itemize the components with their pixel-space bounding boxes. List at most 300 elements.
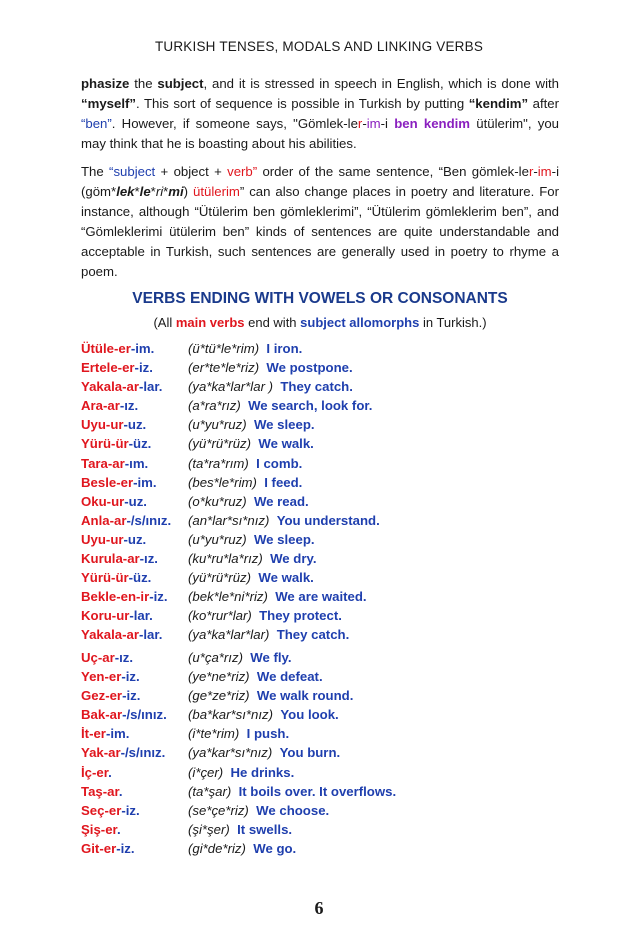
pronunciation-and-translation (188, 743, 340, 762)
turkish-verb (81, 549, 158, 568)
pronunciation-and-translation (188, 434, 314, 453)
text-run: Uç (81, 650, 98, 665)
text-run: * (150, 184, 156, 199)
pronunciation-and-translation (188, 473, 302, 492)
english-translation: I iron. (266, 341, 303, 356)
turkish-verb (81, 511, 171, 530)
text-run: Yakal (81, 379, 115, 395)
pronunciation: (u*yu*ruz) (188, 417, 247, 433)
text-run: -/s/ınız. (120, 745, 166, 761)
pronunciation-and-translation (188, 530, 315, 549)
text-run: lek (116, 184, 135, 199)
running-header: TURKISH TENSES, MODALS AND LINKING VERBS (154, 39, 484, 54)
english-translation: We choose. (256, 802, 330, 818)
english-translation: I push. (246, 726, 290, 742)
text-run: -iz. (121, 802, 140, 818)
text-run: main verbs (175, 315, 245, 330)
text-run: Besl (81, 474, 109, 490)
text-run: er (109, 688, 123, 704)
text-run: ar (107, 398, 120, 414)
text-run: a (95, 398, 103, 414)
text-run: ir (140, 589, 150, 605)
text-run: - (111, 608, 117, 624)
pronunciation-and-translation (188, 820, 292, 839)
text-run: İç (81, 764, 92, 780)
pronunciation: (u*yu*ruz) (188, 531, 247, 547)
text-run: Yakal (81, 627, 115, 643)
pronunciation: (o*ku*ruz) (188, 493, 247, 509)
text-run: a (115, 551, 123, 567)
english-translation: We go. (253, 840, 297, 856)
text-run: - (104, 802, 109, 818)
pronunciation: (u*ça*rız) (188, 650, 243, 665)
verb-row (81, 434, 581, 453)
pronunciation-and-translation (188, 648, 292, 667)
text-run: -i (göm* (81, 164, 559, 199)
english-translation: They protect. (259, 608, 342, 624)
verb-row (81, 396, 581, 415)
text-run: - (89, 726, 94, 742)
text-run: - (116, 474, 121, 490)
pronunciation-and-translation (188, 492, 309, 511)
pronunciation: (a*ra*rız) (188, 398, 241, 414)
text-run: “ben” (81, 116, 112, 131)
pronunciation-and-translation (188, 454, 302, 473)
text-run: - (102, 783, 108, 799)
text-run: ar (102, 650, 115, 665)
text-run: u (97, 417, 106, 433)
text-run: after (528, 96, 559, 111)
text-run: a (102, 512, 110, 528)
page-number: 6 (314, 898, 324, 918)
turkish-verb (81, 454, 148, 473)
text-run: - (111, 436, 116, 452)
text-run: im (537, 164, 552, 179)
pronunciation-and-translation (188, 625, 349, 644)
verb-row (81, 667, 581, 686)
text-run: “kendim” (468, 96, 529, 111)
text-run: Yak (81, 745, 104, 761)
text-run: the (129, 76, 158, 91)
text-run: e (108, 474, 117, 490)
text-run: - (103, 745, 109, 761)
turkish-verb (81, 492, 147, 511)
turkish-verb (81, 377, 162, 396)
pronunciation: (ku*ru*la*rız) (188, 551, 263, 567)
english-translation: We dry. (270, 551, 317, 567)
turkish-verb (81, 473, 157, 492)
text-run: ar (127, 551, 140, 567)
text-run: -im. (105, 726, 130, 742)
verb-row (81, 782, 581, 801)
pronunciation-and-translation (188, 763, 294, 782)
text-run: Ütül (81, 341, 107, 356)
text-run: ) (183, 184, 193, 199)
text-run: . (108, 764, 112, 780)
text-run: subject (157, 76, 204, 91)
pronunciation-and-translation (188, 724, 289, 743)
text-run: Uy (81, 417, 98, 433)
pronunciation: (an*lar*sı*nız) (188, 512, 270, 528)
verb-row (81, 377, 581, 396)
english-translation: He drinks. (230, 764, 295, 780)
text-run: -im. (133, 474, 157, 490)
pronunciation-and-translation (188, 705, 339, 724)
text-run: a (114, 379, 123, 395)
text-run: ur (111, 493, 125, 509)
text-run: (All (153, 315, 176, 330)
text-run: -iz. (149, 589, 168, 605)
turkish-verb (81, 530, 146, 549)
text-run: ar (112, 455, 125, 471)
text-run: ben kendim (394, 116, 471, 131)
pronunciation-and-translation (188, 396, 372, 415)
english-translation: We sleep. (253, 417, 315, 433)
text-run: - (105, 531, 111, 547)
verb-row (81, 763, 581, 782)
text-run: ri (155, 184, 164, 199)
text-run: er (108, 669, 122, 685)
text-run: - (136, 589, 141, 605)
pronunciation: (bek*le*ni*riz) (188, 589, 268, 605)
english-translation: You look. (280, 707, 339, 723)
text-run: -iz. (116, 840, 135, 856)
pronunciation-and-translation (188, 358, 353, 377)
text-run: - (117, 360, 123, 376)
text-run: Gez (81, 688, 106, 704)
text-run: im (366, 116, 381, 131)
english-translation: It swells. (237, 821, 293, 837)
english-translation: I feed. (264, 474, 303, 490)
text-run: -uz. (123, 531, 147, 547)
turkish-verb (81, 839, 135, 858)
text-run: Ok (81, 493, 99, 509)
text-run: . This sort of sequence is possible in Turkish by putting (135, 96, 469, 111)
text-run: Kor (81, 608, 104, 624)
english-translation: We walk. (258, 570, 314, 586)
english-translation: We read. (253, 493, 309, 509)
pronunciation: (er*te*le*riz) (188, 360, 260, 376)
text-run: er (120, 474, 134, 490)
text-run: * (134, 184, 140, 199)
turkish-verb (81, 820, 121, 839)
pronunciation-and-translation (188, 415, 315, 434)
pronunciation: (ko*rur*lar) (188, 608, 252, 624)
text-run: er (122, 360, 135, 376)
text-run: İt (81, 726, 90, 742)
verb-row (81, 705, 581, 724)
turkish-verb (81, 782, 123, 801)
text-run: verb” (227, 164, 258, 179)
text-run: - (116, 589, 121, 605)
text-run: u (97, 531, 106, 547)
turkish-verb (81, 358, 153, 377)
text-run: - (103, 398, 108, 414)
text-run: “myself” (81, 96, 136, 111)
pronunciation: (ge*ze*riz) (188, 688, 250, 704)
text-run: er (93, 726, 106, 742)
text-run: . However, if someone says, "Gömlek-le (111, 116, 358, 131)
text-run: Yür (81, 570, 103, 586)
text-run: , and it is stressed in speech in English, which is done with (203, 76, 559, 91)
verb-row (81, 648, 581, 667)
turkish-verb (81, 667, 140, 686)
pronunciation-and-translation (188, 587, 367, 606)
verb-row (81, 473, 581, 492)
english-translation: We defeat. (256, 669, 323, 685)
pronunciation: (ya*kar*sı*nız) (188, 745, 273, 761)
verb-list-vowel-endings (81, 339, 581, 645)
pronunciation-and-translation (188, 549, 317, 568)
text-run: Bekl (81, 589, 109, 605)
pronunciation: (yü*rü*rüz) (188, 570, 252, 586)
text-run: le (139, 184, 151, 199)
turkish-verb (81, 648, 133, 667)
text-run: ar (114, 512, 127, 528)
verb-row (81, 358, 581, 377)
english-translation: They catch. (276, 627, 350, 643)
verb-row (81, 549, 581, 568)
pronunciation: (şi*şer) (188, 821, 230, 837)
verb-row (81, 801, 581, 820)
pronunciation: (ta*şar) (188, 783, 232, 799)
pronunciation: (se*çe*riz) (188, 802, 249, 818)
text-run: ü (102, 436, 112, 452)
pronunciation: (ye*ne*riz) (188, 669, 250, 685)
text-run: Git (81, 840, 100, 856)
text-run: u (98, 493, 107, 509)
text-run: - (105, 417, 111, 433)
text-run: - (107, 455, 113, 471)
text-run: - (92, 764, 97, 780)
text-run: -im. (130, 341, 155, 356)
text-run: in Turkish.) (419, 315, 487, 330)
text-run: - (105, 688, 110, 704)
english-translation: We search, look for. (248, 398, 373, 414)
section-title: VERBS ENDING WITH VOWELS OR CONSONANTS (132, 290, 508, 307)
verb-row (81, 820, 581, 839)
text-run: -lar. (129, 608, 153, 624)
text-run: Yür (81, 436, 103, 452)
verb-row (81, 511, 581, 530)
text-run: ür (115, 436, 129, 452)
verb-row (81, 454, 581, 473)
text-run: - (113, 341, 119, 356)
text-run: * (163, 184, 169, 199)
text-run: Tar (81, 455, 101, 471)
text-run: e (110, 360, 118, 376)
english-translation: It boils over. It overflows. (238, 783, 397, 799)
pronunciation: (ta*ra*rım) (188, 455, 249, 471)
text-run: -/s/ınız. (122, 707, 167, 723)
text-run: - (106, 493, 112, 509)
verb-row (81, 839, 581, 858)
turkish-verb (81, 686, 140, 705)
pronunciation-and-translation (188, 686, 353, 705)
verb-row (81, 568, 581, 587)
text-run: -/s/ınız. (126, 512, 172, 528)
turkish-verb (81, 606, 153, 625)
text-run: “subject (109, 164, 156, 179)
text-run: Ertel (81, 360, 111, 376)
english-translation: You understand. (276, 512, 380, 528)
pronunciation: (ü*tü*le*rim) (188, 341, 260, 356)
verb-row (81, 492, 581, 511)
text-run: The (81, 164, 110, 179)
text-run: e (108, 589, 117, 605)
text-run: r (528, 164, 534, 179)
text-run: . (118, 783, 123, 799)
text-run: a (100, 455, 108, 471)
text-run: - (104, 669, 109, 685)
pronunciation-and-translation (188, 839, 296, 858)
text-run: -ım. (124, 455, 149, 471)
text-run: - (533, 164, 538, 179)
verb-row (81, 743, 581, 762)
text-run: -iz. (121, 669, 140, 685)
text-run: en (120, 589, 136, 605)
text-run: order of the same sentence, “Ben gömlek-le (257, 164, 529, 179)
text-run: -uz. (124, 493, 147, 509)
turkish-verb (81, 724, 129, 743)
turkish-verb (81, 587, 168, 606)
pronunciation-and-translation (188, 801, 329, 820)
text-run: r (357, 116, 363, 131)
text-run: mi (168, 184, 184, 199)
text-run: Ar (81, 398, 96, 414)
text-run: -iz. (122, 688, 141, 704)
pronunciation: (i*çer) (188, 764, 224, 780)
text-run: - (122, 551, 128, 567)
verb-row (81, 606, 581, 625)
text-run: er (96, 764, 109, 780)
section-subtitle (81, 315, 559, 330)
turkish-verb (81, 339, 154, 358)
turkish-verb (81, 415, 146, 434)
turkish-verb (81, 763, 112, 782)
text-run: Yen (81, 669, 105, 685)
verb-row (81, 587, 581, 606)
english-translation: I comb. (256, 455, 303, 471)
text-run: ur (110, 417, 124, 433)
paragraph-2 (81, 162, 559, 282)
text-run: ur (110, 531, 124, 547)
pronunciation-and-translation (188, 339, 302, 358)
english-translation: We postpone. (266, 360, 353, 376)
text-run: -ız. (139, 551, 158, 567)
text-run: -ız. (114, 650, 134, 665)
turkish-verb (81, 568, 151, 587)
text-run: -ız. (119, 398, 139, 414)
text-run: Şiş (81, 821, 101, 837)
pronunciation: (ya*ka*lar*lar ) (188, 379, 274, 395)
text-run: . (116, 821, 121, 837)
text-run: er (105, 821, 117, 837)
verb-row (81, 339, 581, 358)
verb-row (81, 415, 581, 434)
text-run: ütülerim", you may think that he is boasting about his abilities. (81, 116, 559, 151)
english-translation: We are waited. (275, 589, 367, 605)
text-run: - (100, 821, 106, 837)
pronunciation-and-translation (188, 667, 323, 686)
english-translation: We walk. (258, 436, 314, 452)
text-run: a (114, 627, 123, 643)
text-run: er (103, 840, 117, 856)
text-run: ar (108, 745, 121, 761)
text-run: - (97, 650, 103, 665)
text-run: phasize (81, 76, 130, 91)
text-run: - (111, 570, 116, 586)
text-run: Kurul (81, 551, 116, 567)
text-run: Anl (81, 512, 103, 528)
text-run: -uz. (123, 417, 147, 433)
turkish-verb (81, 434, 151, 453)
pronunciation: (ba*kar*sı*nız) (188, 707, 274, 723)
text-run: - (122, 627, 127, 643)
verb-row (81, 530, 581, 549)
text-run: + object + (155, 164, 228, 179)
text-run: ar (126, 379, 139, 395)
verb-row (81, 625, 581, 644)
text-run: - (122, 379, 127, 395)
text-run: - (109, 512, 114, 528)
pronunciation-and-translation (188, 568, 314, 587)
turkish-verb (81, 743, 165, 762)
pronunciation-and-translation (188, 782, 396, 801)
text-run: Seç (81, 802, 105, 818)
english-translation: We walk round. (256, 688, 354, 704)
pronunciation: (gi*de*riz) (188, 840, 246, 856)
text-run: subject allomorphs (300, 315, 420, 330)
text-run: Bak (81, 707, 106, 723)
text-run: Uy (81, 531, 98, 547)
text-run: -üz. (128, 570, 152, 586)
text-run: Taş (81, 783, 103, 799)
turkish-verb (81, 705, 167, 724)
english-translation: You burn. (279, 745, 341, 761)
text-run: -lar. (138, 379, 163, 395)
english-translation: We sleep. (253, 531, 315, 547)
text-run: ar (126, 627, 139, 643)
pronunciation: (ya*ka*lar*lar) (188, 627, 270, 643)
text-run: ar (109, 707, 123, 723)
pronunciation: (i*te*rim) (188, 726, 240, 742)
paragraph-1 (81, 74, 559, 154)
text-run: ü (102, 570, 112, 586)
pronunciation-and-translation (188, 606, 342, 625)
text-run: ” can also change places in poetry and literature. For instance, although “Ütülerim ben gömleklerimi”, “Ütülerim gömleklerim ben”, and “Gömleklerimi ütülerim ben” kinds of sentences are quite understandable and acceptable in Turkish, such sentences are generally used in poetry to rhyme a poem. (81, 184, 559, 279)
pronunciation: (yü*rü*rüz) (188, 436, 252, 452)
pronunciation-and-translation (188, 377, 353, 396)
text-run: er (118, 341, 131, 356)
text-run: ur (116, 608, 130, 624)
text-run: ütülerim (192, 184, 240, 199)
text-run: er (108, 802, 122, 818)
text-run: -lar. (138, 627, 163, 643)
text-run: e (106, 341, 114, 356)
verb-row (81, 686, 581, 705)
turkish-verb (81, 801, 140, 820)
turkish-verb (81, 625, 162, 644)
verb-row (81, 724, 581, 743)
verb-list-consonant-endings (81, 648, 581, 858)
english-translation: We fly. (250, 650, 292, 665)
text-run: -iz. (134, 360, 153, 376)
text-run: - (362, 116, 367, 131)
text-run: ar (107, 783, 119, 799)
text-run: end with (244, 315, 301, 330)
text-run: - (99, 840, 104, 856)
